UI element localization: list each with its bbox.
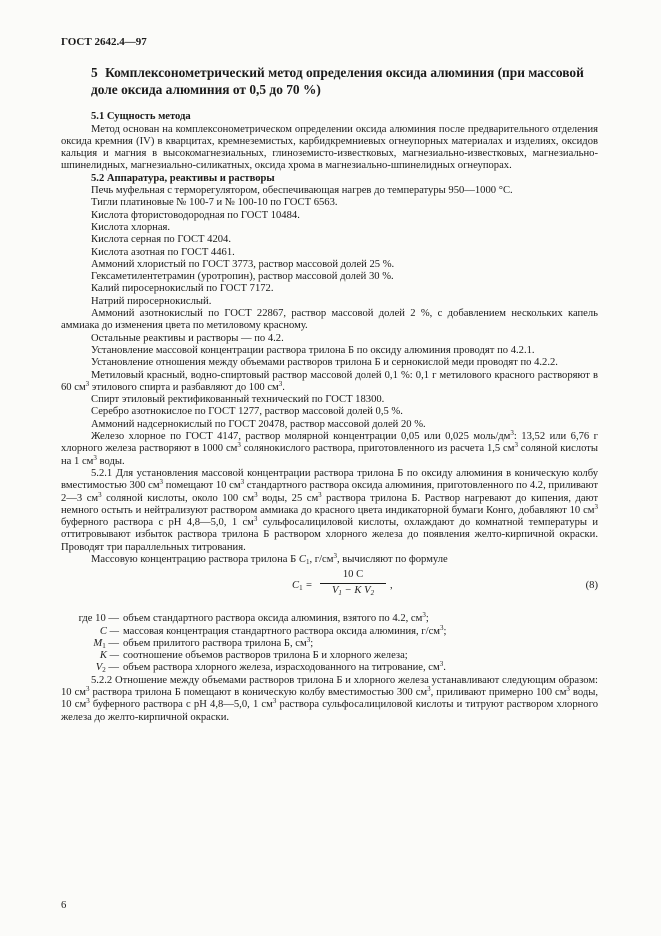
legend-row: C — массовая концентрация стандартного раствора оксида алюминия, $г/см^3$; bbox=[99, 623, 447, 637]
subsection-5-1-title: 5.1 Сущность метода bbox=[91, 111, 191, 123]
formula-denominator: $V_1 - K$ $V_2$ bbox=[331, 584, 375, 597]
formula-8: $C_1$ = $\frac{10 C}{V_1 - K V_2}$ , (8) bbox=[292, 569, 598, 597]
apparatus-item: Спирт этиловый ректификованный технический по ГОСТ 18300. bbox=[91, 394, 385, 406]
legend-row: $M_1$ — объем прилитого раствора трилона Б, $см^3$; bbox=[93, 635, 314, 650]
apparatus-item: Натрий пиросернокислый. bbox=[91, 295, 212, 307]
apparatus-item: Кислота фтористоводородная по ГОСТ 10484. bbox=[91, 209, 300, 221]
methyl-red-item: Метиловый красный, водно-спиртовый раствор массовой долей 0,1 %: 0,1 г метилового красного растворяют в 60 $см^3$ этилового спирта и разбавляют до 100 $см^3$. bbox=[61, 369, 598, 393]
apparatus-item: Калий пиросернокислый по ГОСТ 7172. bbox=[91, 283, 274, 295]
apparatus-item: Кислота хлорная. bbox=[91, 221, 171, 233]
formula-lhs: $C_1$ bbox=[292, 580, 303, 593]
section-title-text: Комплексонометрический метод определения оксида алюминия (при массовой доле оксида алюминия от 0,5 до 70 %) bbox=[91, 65, 584, 97]
legend-row: где 10 — объем стандартного раствора оксида алюминия, взятого по 4.2, $см^3$; bbox=[78, 611, 429, 625]
apparatus-item: Кислота серная по ГОСТ 4204. bbox=[91, 234, 231, 246]
apparatus-item: Печь муфельная с терморегулятором, обеспечивающая нагрев до температуры 950—1000 °С. bbox=[91, 185, 513, 197]
apparatus-item: Гексаметилентетрамин (уротропин), раствор массовой долей 30 %. bbox=[91, 271, 394, 283]
legend-row: $V_2$ — объем раствора хлорного железа, израсходованного на титрование, $см^3$. bbox=[95, 660, 446, 675]
apparatus-item: Серебро азотнокислое по ГОСТ 1277, раствор массовой долей 0,5 %. bbox=[91, 406, 403, 418]
section-title bbox=[61, 65, 598, 98]
formula-equals: = bbox=[306, 580, 312, 592]
clause-5-2-1: 5.2.1 Для установления массовой концентрации раствора трилона Б по оксиду алюминия в коническую колбу вместимостью 300 $см^3$ помещают 10 $см^3$ стандартного раствора оксида алюминия, приготовленного по 4.2, приливают 2—3 $см^3$ соляной кислоты, около 100 $см^3$ воды, 25 $см^3$ раствора трилона Б. Раствор нагревают до кипения, дают немного остыть и нейтрализуют раствором аммиака до красного цвета индикаторной бумаги Конго, добавляют 10 $см^3$ буферного раствора с рН 4,8—5,0, 1 $см^3$ сульфосалициловой кислоты, охлаждают до комнатной температуры и оттитровывают избыток раствора трилона Б раствором хлорного железа до появления желто-кирпичной окраски. Проводят три параллельных титрования. bbox=[61, 467, 599, 553]
apparatus-item: Аммоний надсернокислый по ГОСТ 20478, раствор массовой долей 20 %. bbox=[91, 418, 426, 430]
apparatus-item: Аммоний хлористый по ГОСТ 3773, раствор массовой долей 25 %. bbox=[91, 258, 395, 270]
section-number: 5 bbox=[91, 65, 98, 81]
clause-5-2-2: 5.2.2 Отношение между объемами растворов трилона Б и хлорного железа устанавливают следующим образом: 10 $см^3$ раствора трилона Б помещают в коническую колбу вместимостью 300 $см^3$, приливают примерно 100 $см^3$ воды, 10 $см^3$ буферного раствора с рН 4,8—5,0, 1 $см^3$ раствора сульфосалициловой кислоты и титруют раствором хлорного железа до желто-кирпичной окраски. bbox=[61, 674, 598, 723]
iron-chloride-item: Железо хлорное по ГОСТ 4147, раствор молярной концентрации 0,05 или 0,025 моль/$дм^3$: 13,52 или 6,76 г хлорного железа растворяют в 1000 $см^3$ солянокислого раствора, приготовленного из расчета 1,5 $см^3$ соляной кислоты на 1 $см^3$ воды. bbox=[61, 429, 599, 467]
apparatus-item: Установление массовой концентрации раствора трилона Б по оксиду алюминия проводят по 4.2.1. bbox=[91, 344, 535, 356]
mass-concentration-intro: Массовую концентрацию раствора трилона Б $C_1$, $г/см^3$, вычисляют по формуле bbox=[91, 551, 448, 566]
legend-row: K — соотношение объемов растворов трилона Б и хлорного железа; bbox=[99, 650, 408, 662]
apparatus-item: Тигли платиновые № 100-7 и № 100-10 по ГОСТ 6563. bbox=[91, 197, 338, 209]
page-number: 6 bbox=[61, 900, 67, 911]
apparatus-item: Аммоний азотнокислый по ГОСТ 22867, раствор массовой долей 2 %, с добавлением нескольких капель аммиака до изменения цвета по метиловому красному. bbox=[61, 308, 598, 332]
formula-numerator: 10 C bbox=[320, 569, 386, 583]
document-header: ГОСТ 2642.4—97 bbox=[61, 36, 147, 48]
subsection-5-2-title: 5.2 Аппаратура, реактивы и растворы bbox=[91, 172, 275, 184]
apparatus-item: Установление отношения между объемами растворов трилона Б и сернокислой меди проводят по 4.2.2. bbox=[91, 357, 558, 369]
formula-fraction bbox=[320, 569, 386, 597]
formula-legend bbox=[61, 613, 598, 674]
formula-number: (8) bbox=[585, 580, 598, 592]
document-page bbox=[61, 36, 598, 724]
subsection-5-1-text: Метод основан на комплексонометрическом определении оксида алюминия после предварительного отделения оксида кремния (IV) в кварцитах, кремнеземистых, карбидкремниевых огнеупорных материалах и изделиях, оксидов кальция и магния в высокомагнезиальных, глиноземисто-известковых, магнезиально-известковых, магнезиально-шпинелидных, магнезиально-силикатных, оксида хрома в магнезиально-шпинелидных огнеупорах. bbox=[61, 123, 598, 172]
apparatus-item: Остальные реактивы и растворы — по 4.2. bbox=[91, 332, 284, 344]
apparatus-item: Кислота азотная по ГОСТ 4461. bbox=[91, 246, 235, 258]
